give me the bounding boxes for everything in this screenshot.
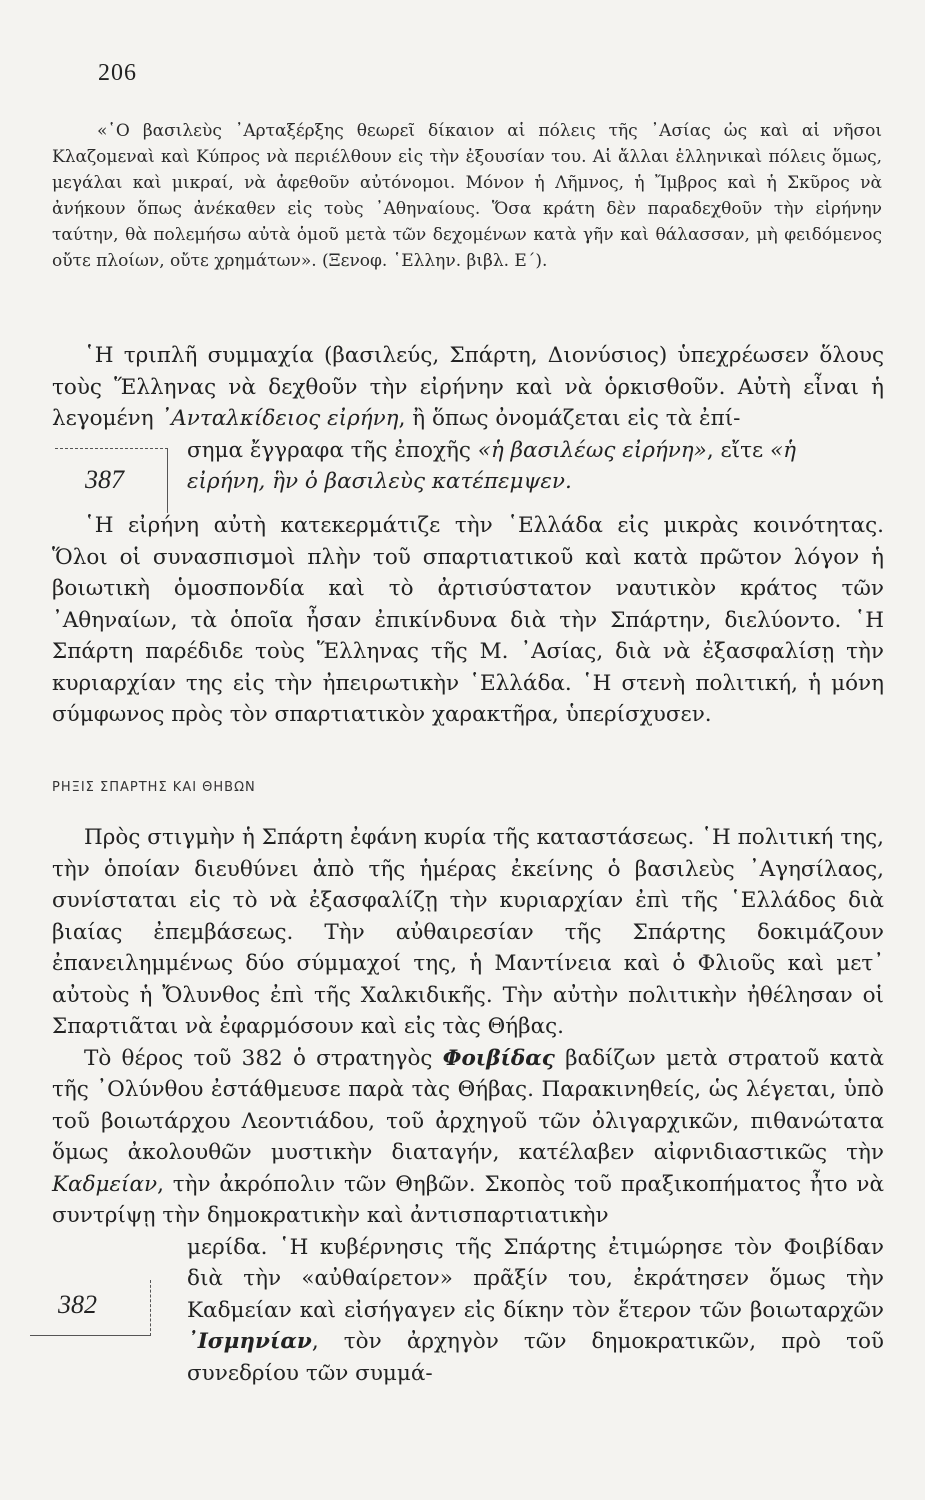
margin-note-year-2: 382: [30, 1280, 151, 1336]
margin-note-year: 387: [55, 448, 168, 513]
term-antalkideios: ᾿Ανταλκίδειος εἰρήνη: [160, 406, 399, 431]
page-number: 206: [98, 60, 137, 86]
paragraph-3: Πρὸς στιγμὴν ἡ Σπάρτη ἐφάνη κυρία τῆς καταστάσεως. ῾Η πολιτική της, τὴν ὁποίαν διευθύνει ἀπὸ τῆς ἡμέρας ἐκείνης ὁ βασιλεὺς ᾿Αγησίλαος, συνίσταται εἰς τὸ νὰ ἐξασφαλίζῃ τὴν κυριαρχίαν ἐπὶ τῆς ῾Ελλάδος διὰ βιαίας ἐπεμβάσεως. Τὴν αὐθαιρεσίαν τῆς Σπάρτης δοκιμάζουν ἐπανειλημμένως δύο σύμμαχοί της, ἡ Μαντίνεια καὶ ὁ Φλιοῦς καὶ μετ᾿ αὐτοὺς ἡ Ὄλυνθος ἐπὶ τῆς Χαλκιδικῆς. Τὴν αὐτὴν πολιτικὴν ἠθέλησαν οἱ Σπαρτιᾶται νὰ ἐφαρμόσουν καὶ εἰς τὰς Θήβας.: [52, 825, 884, 1039]
paragraph-4: Τὸ θέρος τοῦ 382 ὁ στρατηγὸς Φοιβίδας βαδίζων μετὰ στρατοῦ κατὰ τῆς ᾿Ολύνθου ἐστάθμευσε παρὰ τὰς Θήβας. Παρακινηθείς, ὡς λέγεται, ὑπὸ τοῦ βοιωτάρχου Λεοντιάδου, τοῦ ἀρχηγοῦ τῶν ὀλιγαρχικῶν, πιθανώτατα ὅμως ἀκολουθῶν μυστικὴν διαταγήν, κατέλαβεν αἰφνιδιαστικῶς τὴν Καδμείαν, τὴν ἀκρόπολιν τῶν Θηβῶν. Σκοπὸς τοῦ πραξικοπήματος ἦτο νὰ συντρίψῃ τὴν δημοκρατικὴν καὶ ἀντισπαρτιατικὴν: [52, 1045, 884, 1228]
name-phoibidas: Φοιβίδας: [442, 1045, 555, 1071]
quote-text: «῾Ο βασιλεὺς ᾿Αρταξέρξης θεωρεῖ δίκαιον αἱ πόλεις τῆς ᾿Ασίας ὡς καὶ αἱ νῆσοι Κλαζομεναὶ καὶ Κύπρος νὰ περιέλθουν εἰς τὴν ἐξουσίαν του. Αἱ ἄλλαι ἑλληνικαὶ πόλεις ὅμως, μεγάλαι καὶ μικραί, νὰ ἀφεθοῦν αὐτόνομοι. Μόνον ἡ Λῆμνος, ἡ Ἴμβρος καὶ ἡ Σκῦρος νὰ ἀνήκουν ὅπως ἀνέκαθεν εἰς τοὺς ᾿Αθηναίους. Ὅσα κράτη δὲν παραδεχθοῦν τὴν εἰρήνην ταύτην, θὰ πολεμήσω αὐτὰ ὁμοῦ μετὰ τῶν δεχομένων κατὰ γῆν καὶ θάλασσαν, μὴ φειδόμενος οὔτε πλοίων, οὔτε χρημάτων». (Ξενοφ. ῾Ελλην. βιβλ. Ε΄).: [52, 121, 882, 271]
paragraph-3-4: Πρὸς στιγμὴν ἡ Σπάρτη ἐφάνη κυρία τῆς καταστάσεως. ῾Η πολιτική της, τὴν ὁποίαν διευθύνει ἀπὸ τῆς ἡμέρας ἐκείνης ὁ βασιλεὺς ᾿Αγησίλαος, συνίσταται εἰς τὸ νὰ ἐξασφαλίζῃ τὴν κυριαρχίαν ἐπὶ τῆς ῾Ελλάδος διὰ βιαίας ἐπεμβάσεως. Τὴν αὐθαιρεσίαν τῆς Σπάρτης δοκιμάζουν ἐπανειλημμένως δύο σύμμαχοί της, ἡ Μαντίνεια καὶ ὁ Φλιοῦς καὶ μετ᾿ αὐτοὺς ἡ Ὄλυνθος ἐπὶ τῆς Χαλκιδικῆς. Τὴν αὐτὴν πολιτικὴν ἠθέλησαν οἱ Σπαρτιᾶται νὰ ἐφαρμόσουν καὶ εἰς τὰς Θήβας. Τὸ θέρος τοῦ 382 ὁ στρατηγὸς Φοιβίδας βαδίζων μετὰ στρατοῦ κατὰ τῆς ᾿Ολύνθου ἐστάθμευσε παρὰ τὰς Θήβας. Παρακινηθείς, ὡς λέγεται, ὑπὸ τοῦ βοιωτάρχου Λεοντιάδου, τοῦ ἀρχηγοῦ τῶν ὀλιγαρχικῶν, πιθανώτατα ὅμως ἀκολουθῶν μυστικὴν διαταγήν, κατέλαβεν αἰφνιδιαστικῶς τὴν Καδμείαν, τὴν ἀκρόπολιν τῶν Θηβῶν. Σκοπὸς τοῦ πραξικοπήματος ἦτο νὰ συντρίψῃ τὴν δημοκρατικὴν καὶ ἀντισπαρτιατικὴν μερίδα. ῾Η κυβέρνησις τῆς Σπάρτης ἐτιμώρησε τὸν Φοιβίδαν διὰ τὴν «αὐθαίρετον» πρᾶξίν του, ἐκράτησεν ὅμως τὴν Καδμείαν καὶ εἰσήγαγεν εἰς δίκην τὸν ἕτερον τῶν βοιωταρχῶν ᾿Ισμηνίαν, τὸν ἀρχηγὸν τῶν δημοκρατικῶν, πρὸ τοῦ συνεδρίου τῶν συμμά-: [52, 822, 884, 1389]
paragraph-2: ῾Η εἰρήνη αὐτὴ κατεκερμάτιζε τὴν ῾Ελλάδα εἰς μικρὰς κοινότητας. Ὅλοι οἱ συνασπισμοὶ πλὴν τοῦ σπαρτιατικοῦ καὶ κατὰ πρῶτον λόγον ἡ βοιωτικὴ ὁμοσπονδία καὶ τὸ ἀρτισύστατον ναυτικὸν κράτος τῶν ᾿Αθηναίων, τὰ ὁποῖα ἦσαν ἐπικίνδυνα διὰ τὴν Σπάρτην, διελύοντο. ῾Η Σπάρτη παρέδιδε τοὺς Ἕλληνας τῆς Μ. ᾿Ασίας, διὰ νὰ ἐξασφαλίσῃ τὴν κυριαρχίαν της εἰς τὴν ἠπειρωτικὴν ῾Ελλάδα. ῾Η στενὴ πολιτική, ἡ μόνη σύμφωνος πρὸς τὸν σπαρτιατικὸν χαρακτῆρα, ὑπερίσχυσεν.: [52, 513, 884, 727]
paragraph-1: ῾Η τριπλῆ συμμαχία (βασιλεύς, Σπάρτη, Διονύσιος) ὑπεχρέωσεν ὅλους τοὺς Ἕλληνας νὰ δεχθοῦν τὴν εἰρήνην καὶ νὰ ὁρκισθοῦν. Αὐτὴ εἶναι ἡ λεγομένη ᾿Ανταλκίδειος εἰρήνη, ἢ ὅπως ὀνομάζεται εἰς τὰ ἐπί- σημα ἔγγραφα τῆς ἐποχῆς «ἡ βασιλέως εἰρήνη», εἴτε «ἡ εἰρήνη, ἣν ὁ βασιλεὺς κατέπεμψεν.: [52, 343, 884, 494]
section-heading: ΡΗΞΙΣ ΣΠΑΡΤΗΣ ΚΑΙ ΘΗΒΩΝ: [52, 780, 256, 795]
name-ismenias: ᾿Ισμηνίαν: [187, 1329, 312, 1354]
quote-block: [52, 118, 882, 274]
